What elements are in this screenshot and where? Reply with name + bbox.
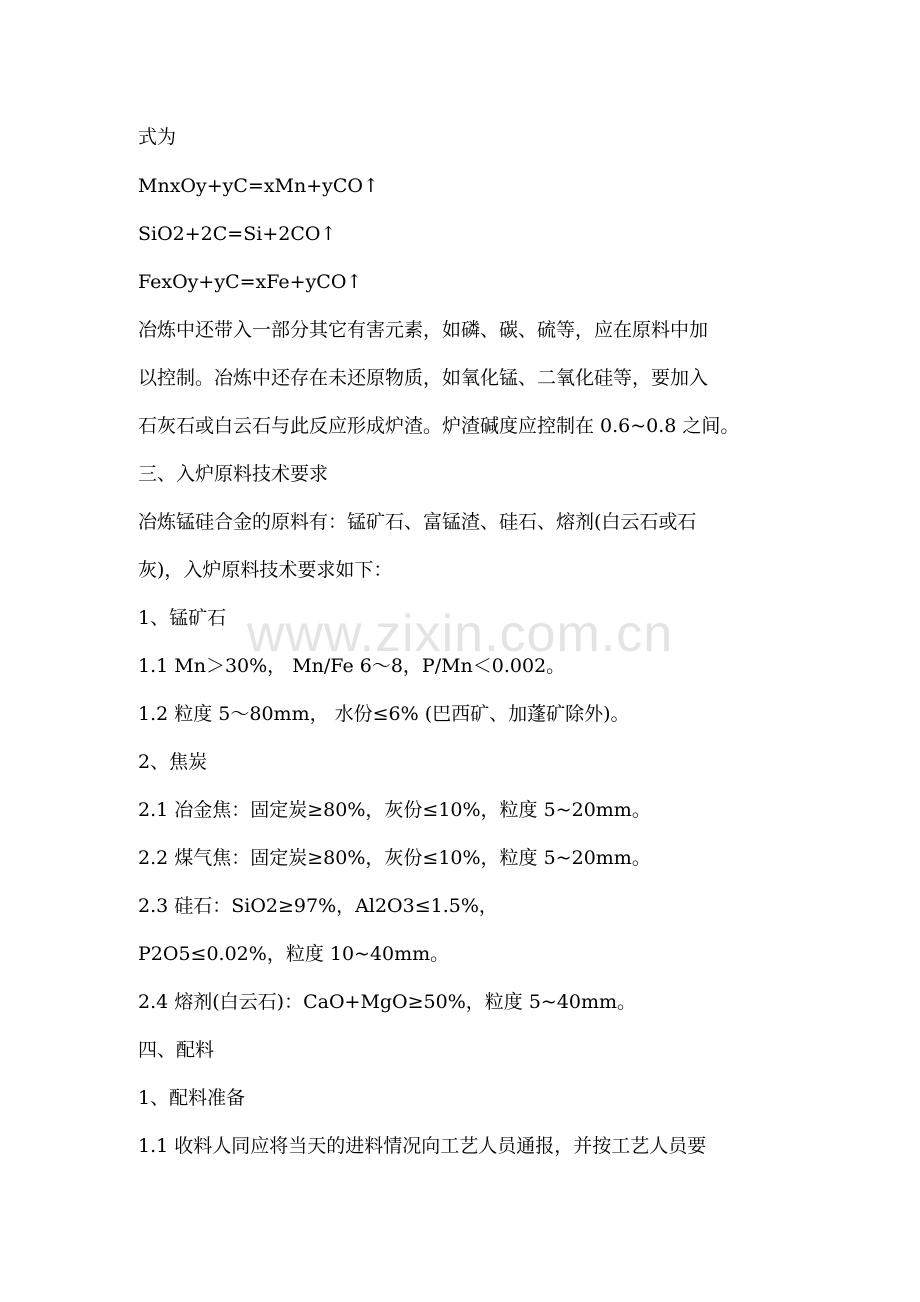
list-item-2-1: 2.1 冶金焦：固定炭≥80%，灰份≤10%，粒度 5~20mm。 (138, 799, 651, 821)
watermark: www.zixin.com.cn (246, 605, 674, 663)
list-item-2-3-continued: P2O5≤0.02%，粒度 10~40mm。 (138, 943, 450, 965)
list-item-2-2: 2.2 煤气焦：固定炭≥80%，灰份≤10%，粒度 5~20mm。 (138, 847, 651, 869)
section-heading-4: 四、配料 (138, 1039, 215, 1061)
subheading-manganese-ore: 1、锰矿石 (138, 607, 227, 629)
text-line-equation-silicon: SiO2+2C=Si+2CO↑ (138, 223, 337, 245)
text-line-paragraph-1-line-2: 以控制。冶炼中还存在未还原物质，如氧化锰、二氧化硅等，要加入 (138, 367, 709, 389)
list-item-batching-1-1: 1.1 收料人同应将当天的进料情况向工艺人员通报，并按工艺人员要 (138, 1135, 707, 1157)
text-line-formula-intro: 式为 (138, 126, 177, 148)
section-heading-3: 三、入炉原料技术要求 (138, 463, 329, 485)
text-line-paragraph-2-line-1: 冶炼锰硅合金的原料有：锰矿石、富锰渣、硅石、熔剂(白云石或石 (138, 511, 697, 533)
text-line-equation-manganese: MnxOy+yC=xMn+yCO↑ (138, 175, 379, 197)
text-line-paragraph-2-line-2: 灰)，入炉原料技术要求如下： (138, 559, 393, 581)
list-item-2-4: 2.4 熔剂(白云石)：CaO+MgO≥50%，粒度 5~40mm。 (138, 991, 637, 1013)
subheading-batching-preparation: 1、配料准备 (138, 1087, 246, 1109)
text-line-equation-iron: FexOy+yC=xFe+yCO↑ (138, 271, 363, 293)
subheading-coke: 2、焦炭 (138, 751, 208, 773)
list-item-1-1: 1.1 Mn＞30%， Mn/Fe 6～8，P/Mn＜0.002。 (138, 655, 566, 677)
text-line-paragraph-1-line-3: 石灰石或白云石与此反应形成炉渣。炉渣碱度应控制在 0.6~0.8 之间。 (138, 415, 740, 437)
list-item-2-3: 2.3 硅石：SiO2≥97%，Al2O3≤1.5%， (138, 895, 498, 917)
text-line-paragraph-1-line-1: 冶炼中还带入一部分其它有害元素，如磷、碳、硫等，应在原料中加 (138, 319, 709, 341)
list-item-1-2: 1.2 粒度 5～80mm， 水份≤6% (巴西矿、加蓬矿除外)。 (138, 703, 630, 725)
